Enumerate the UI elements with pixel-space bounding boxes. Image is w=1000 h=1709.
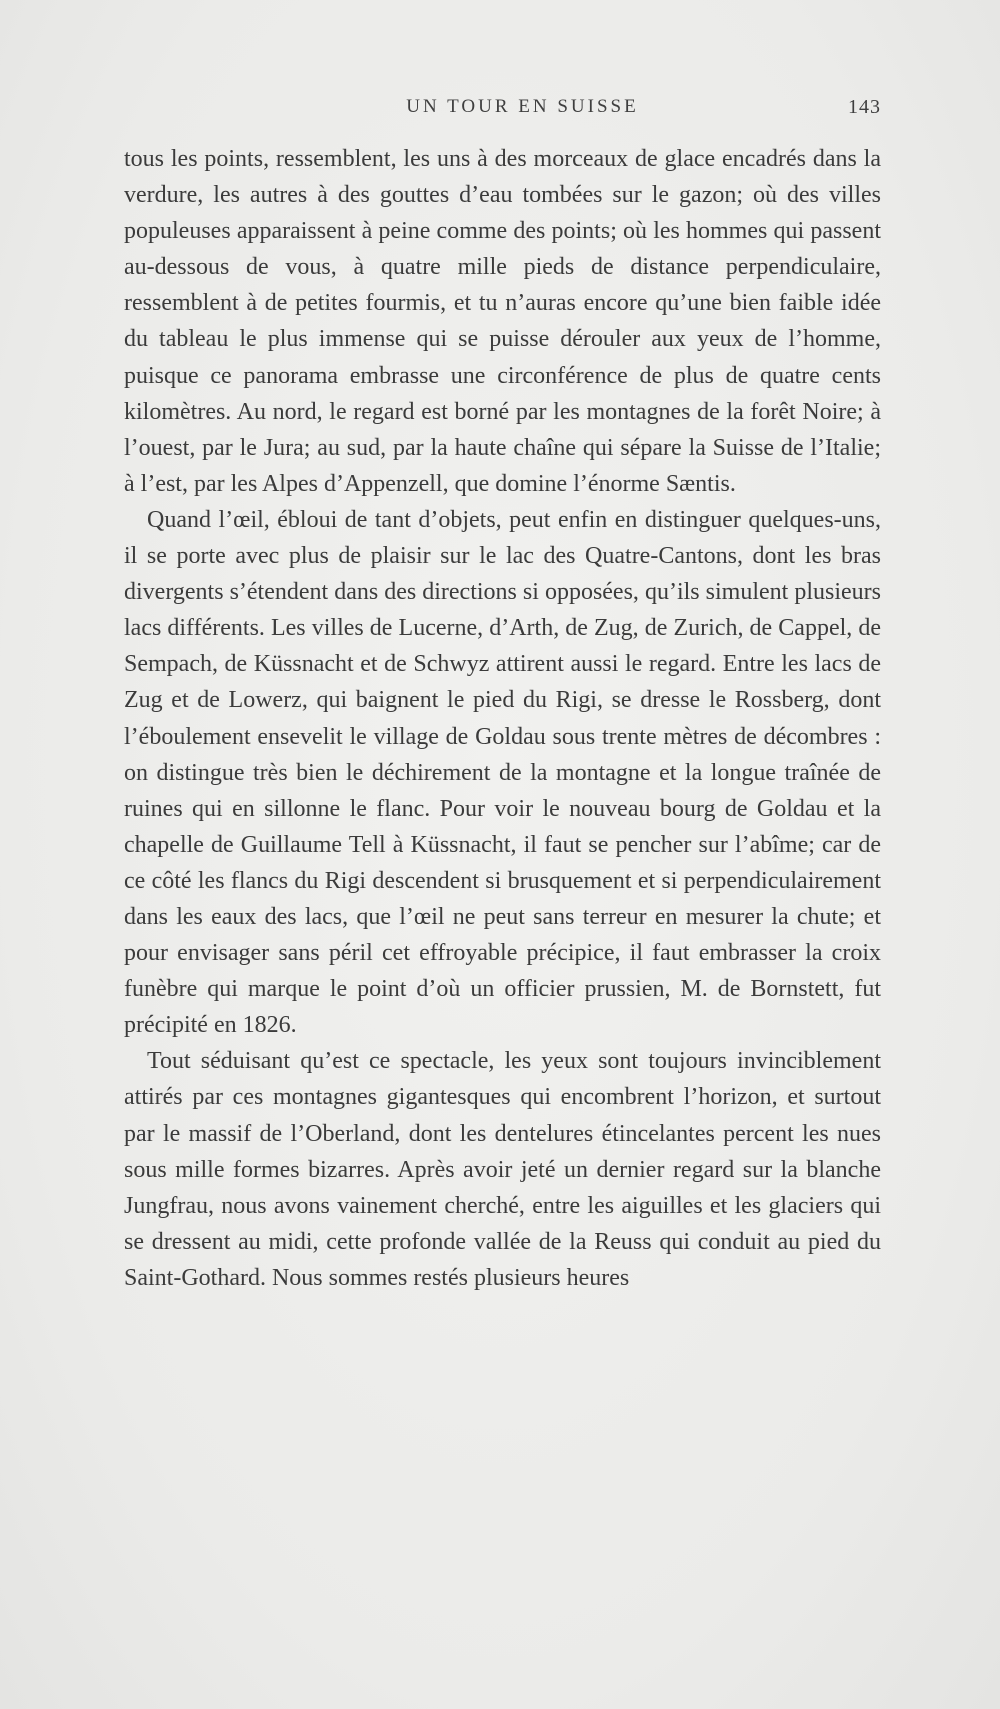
paragraph-lakes: Quand l’œil, ébloui de tant d’objets, peut enfin en distinguer quelques-uns, il se porte avec plus de plaisir sur le lac des Quatre-Cantons, dont les bras divergents s’étendent dans des directions si opposées, qu’ils simulent plusieurs lacs différents. Les villes de Lucerne, d’Arth, de Zug, de Zurich, de Cappel, de Sempach, de Küssnacht et de Schwyz attirent aussi le regard. Entre les lacs de Zug et de Lowerz, qui baignent le pied du Rigi, se dresse le Rossberg, dont l’éboulement ensevelit le village de Goldau sous trente mètres de décombres : on distingue très bien le déchirement de la montagne et la longue traînée de ruines qui en sillonne le flanc. Pour voir le nouveau bourg de Goldau et la chapelle de Guillaume Tell à Küssnacht, il faut se pencher sur l’abîme; car de ce côté les flancs du Rigi descendent si brusquement et si perpendiculairement dans les eaux des lacs, que l’œil ne peut sans terreur en mesurer la chute; et pour envisager sans péril cet effroyable précipice, il faut embrasser la croix funèbre qui marque le point d’où un officier prussien, M. de Bornstett, fut précipité en 1826.: [124, 506, 881, 1039]
running-head: [124, 96, 881, 126]
body-text: [124, 141, 881, 1296]
page-number: 143: [848, 96, 881, 118]
running-title: UN TOUR EN SUISSE: [406, 96, 639, 117]
paragraph-continued: tous les points, ressemblent, les uns à des morceaux de glace encadrés dans la verdure, les autres à des gouttes d’eau tombées sur le gazon; où des villes populeuses apparaissent à peine comme des points; où les hommes qui passent au-dessous de vous, à quatre mille pieds de distance perpendiculaire, ressemblent à de petites fourmis, et tu n’auras encore qu’une bien faible idée du tableau le plus immense qui se puisse dérouler aux yeux de l’homme, puisque ce panorama embrasse une circonférence de plus de quatre cents kilomètres. Au nord, le regard est borné par les montagnes de la forêt Noire; à l’ouest, par le Jura; au sud, par la haute chaîne qui sépare la Suisse de l’Italie; à l’est, par les Alpes d’Appenzell, que domine l’énorme Sæntis.: [124, 146, 881, 497]
paragraph-oberland: Tout séduisant qu’est ce spectacle, les yeux sont toujours invinciblement attirés par ces montagnes gigantesques qui encombrent l’horizon, et surtout par le massif de l’Oberland, dont les dentelures étincelantes percent les nues sous mille formes bizarres. Après avoir jeté un dernier regard sur la blanche Jungfrau, nous avons vainement cherché, entre les aiguilles et les glaciers qui se dressent au midi, cette profonde vallée de la Reuss qui conduit au pied du Saint-Gothard. Nous sommes restés plusieurs heures: [124, 1048, 881, 1291]
